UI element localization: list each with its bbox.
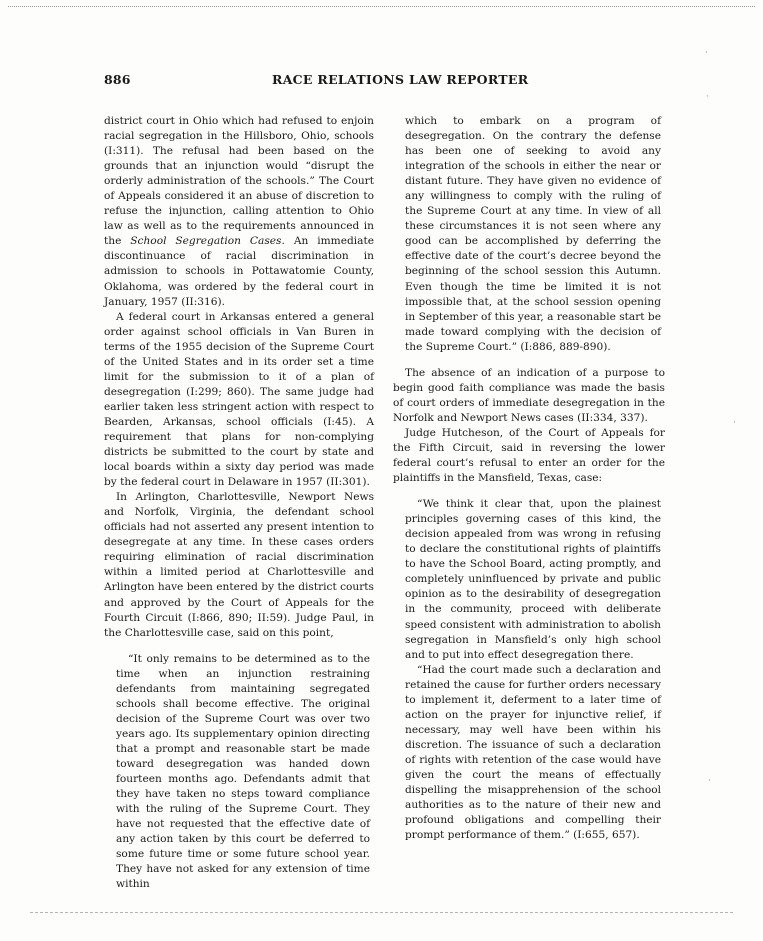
paragraph-arkansas-delaware: A federal court in Arkansas entered a general order against school officials in Van Buren in terms of the 1955 decision of the Supreme Court of the United States and in its order set a time limit for the submission to it of a plan of desegregation (I:299; 860). The same judge had earlier taken less stringent action with respect to Bearden, Arkansas, school officials (I:45). A requirement that plans for non-complying districts be submitted to the court by state and local boards within a sixty day period was made by the federal court in Delaware in 1957 (II:301). [104,310,374,489]
scan-speck: · [733,418,736,428]
block-quote-judge-paul-continued: which to embark on a program of desegregation. On the contrary the defense has been one of seeking to avoid any integration of the schools in either the near or distant future. They have given no evidence of any willingness to comply with the ruling of the Supreme Court at any time. In view of all these circumstances it is not seen where any good can be accomplished by deferring the effective date of the court’s decree beyond the beginning of the school session this Autumn. Even though the time be limited it is not impossible that, at the school session opening in September of this year, a reasonable start be made toward complying with the decision of the Supreme Court.” (I:886, 889-890). [405,115,661,353]
scan-speck: · [708,776,711,786]
running-head: RACE RELATIONS LAW REPORTER [272,72,529,87]
scan-speck: · [706,92,709,102]
page-header [0,72,763,88]
right-column [393,114,665,843]
block-quote-mansfield-2: “Had the court made such a declaration and retained the cause for further orders necessary to implement it, deferment to a later time of action on the prayer for injunctive relief, if necessary, may well have been within his discretion. The issuance of such a declaration of rights with retention of the case would have given the court the means of effectually dispelling the misapprehension of the school authorities as to the nature of their new and profound obligations and compelling their prompt performance of them.” (I:655, 657). [405,663,661,842]
scan-edge-bottom [30,912,733,913]
scan-speck: · [705,48,708,58]
paragraph-ohio-oklahoma: district court in Ohio which had refused to enjoin racial segregation in the Hillsboro, Ohio, schools (I:311). The refusal had been based on the grounds that an injunction would “disrupt the orderly administration of the schools.” The Court of Appeals considered it an abuse of discretion to refuse the injunction, calling attention to Ohio law as well as to the requirements announced in the School Segregation Cases. An immediate discontinuance of racial discrimination in admission to schools in Pottawatomie County, Oklahoma, was ordered by the federal court in January, 1957 (II:316). [104,115,374,308]
case-title-italic: School Segregation Cases. [130,235,285,248]
paragraph-norfolk-newport: The absence of an indication of a purpose to begin good faith compliance was made the basis of court orders of immediate desegregation in the Norfolk and Newport News cases (II:334, 337). [393,366,665,424]
paragraph-virginia: In Arlington, Charlottesville, Newport News and Norfolk, Virginia, the defendant school officials had not asserted any present intention to desegregate at any time. In these cases orders requiring elimination of racial discrimination within a limited period at Charlottesville and Arlington have been entered by the district courts and approved by the Court of Appeals for the Fourth Circuit (I:866, 890; II:59). Judge Paul, in the Charlottesville case, said on this point, [104,491,374,639]
block-quote-judge-paul: “It only remains to be determined as to the time when an injunction restraining defendants from maintaining segregated schools shall become effective. The original decision of the Supreme Court was over two years ago. Its supplementary opinion directing that a prompt and reasonable start be made toward desegregation was handed down fourteen months ago. Defendants admit that they have taken no steps toward compliance with the ruling of the Supreme Court. They have not requested that the effective date of any action taken by this court be deferred to some future time or some future school year. They have not asked for any extension of time within [116,652,370,891]
left-column [104,114,374,892]
block-quote-mansfield-1: “We think it clear that, upon the plainest principles governing cases of this kind, the decision appealed from was wrong in refusing to declare the constitutional rights of plaintiffs to have the School Board, acting promptly, and completely uninfluenced by private and public opinion as to the desirability of desegregation in the community, proceed with deliberate speed consistent with administration to abolish segregation in Mansfield’s only high school and to put into effect desegregation there. [405,498,661,661]
scan-edge-top [8,6,755,7]
page-number: 886 [104,72,131,87]
paragraph-judge-hutcheson: Judge Hutcheson, of the Court of Appeals for the Fifth Circuit, said in reversing the lower federal court’s refusal to enter an order for the plaintiffs in the Mansfield, Texas, case: [393,426,665,485]
